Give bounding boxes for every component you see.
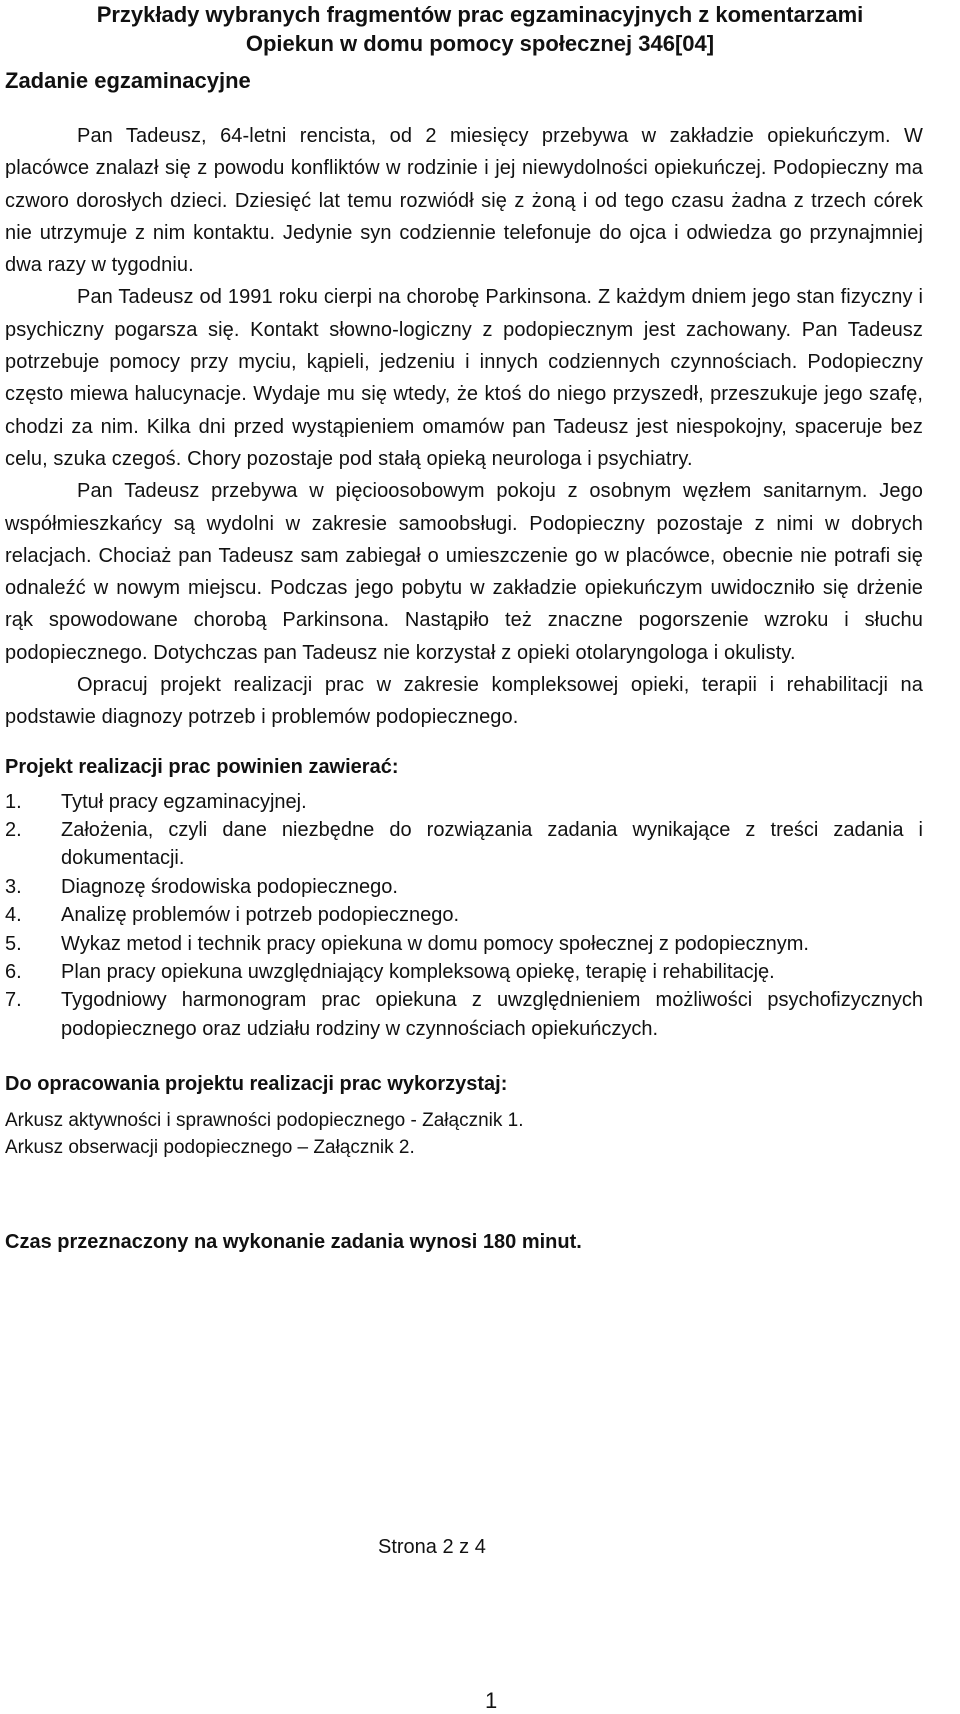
list-item (5, 873, 923, 901)
list-item-text: Założenia, czyli dane niezbędne do rozwiązania zadania wynikające z treści zadania i dokumentacji. (61, 819, 923, 870)
list-item-number: 2. (5, 819, 22, 842)
page-reference: Strona 2 z 4 (378, 1536, 486, 1558)
list-item-number: 3. (5, 875, 22, 898)
list-item (5, 986, 923, 1043)
list-item-number: 6. (5, 961, 22, 984)
list-item (5, 816, 923, 873)
project-requirements-title: Projekt realizacji prac powinien zawierać: (5, 755, 399, 778)
list-item-text: Plan pracy opiekuna uwzględniający kompleksową opiekę, terapię i rehabilitację. (61, 961, 775, 984)
time-limit-note: Czas przeznaczony na wykonanie zadania wynosi 180 minut. (5, 1231, 582, 1254)
list-item-number: 7. (5, 989, 22, 1012)
attachments-list (5, 1107, 923, 1161)
task-paragraph-2: Pan Tadeusz od 1991 roku cierpi na chorobę Parkinsona. Z każdym dniem jego stan fizyczny i psychiczny pogarsza się. Kontakt słowno-logiczny z podopiecznym jest zachowany. Pan Tadeusz potrzebuje pomocy przy myciu, kąpieli, jedzeniu i innych codziennych czynnościach. Podopieczny często miewa halucynacje. Wydaje mu się wtedy, że ktoś do niego przyszedł, przeszukuje jego szafę, chodzi za nim. Kilka dni przed wystąpieniem omamów pan Tadeusz jest niespokojny, spaceruje bez celu, szuka czegoś. Chory pozostaje pod stałą opieką neurologa i psychiatry. (5, 286, 923, 470)
attachment-1: Arkusz aktywności i sprawności podopiecznego - Załącznik 1. (5, 1110, 524, 1132)
list-item-number: 1. (5, 790, 22, 813)
list-item (5, 930, 923, 958)
document-header (0, 0, 960, 58)
materials-title: Do opracowania projektu realizacji prac wykorzystaj: (5, 1073, 508, 1096)
header-subtitle: Opiekun w domu pomocy społecznej 346[04] (245, 31, 715, 56)
page-number: 1 (485, 1688, 498, 1713)
task-paragraph-1: Pan Tadeusz, 64-letni rencista, od 2 miesięcy przebywa w zakładzie opiekuńczym. W placówce znalazł się z powodu konfliktów w rodzinie i jej niewydolności opiekuńczej. Podopieczny ma czworo dorosłych dzieci. Dziesięć lat temu rozwiódł się z żoną i od tego czasu żadna z trzech córek nie utrzymuje z nim kontaktu. Jedynie syn codziennie telefonuje do ojca i odwiedza go przynajmniej dwa razy w tygodniu. (5, 125, 923, 277)
list-item-text: Tygodniowy harmonogram prac opiekuna z uwzględnieniem możliwości psychofizycznych podopiecznego oraz udziału rodziny w czynnościach opiekuńczych. (61, 989, 923, 1040)
task-paragraph-3: Pan Tadeusz przebywa w pięcioosobowym pokoju z osobnym węzłem sanitarnym. Jego współmieszkańcy są wydolni w zakresie samoobsługi. Podopieczny pozostaje z nimi w dobrych relacjach. Chociaż pan Tadeusz sam zabiegał o umieszczenie go w placówce, obecnie nie potrafi się odnaleźć w nowym miejscu. Podczas jego pobytu w zakładzie opiekuńczym uwidoczniło się drżenie rąk spowodowane chorobą Parkinsona. Nastąpiło też znaczne pogorszenie wzroku i słuchu podopiecznego. Dotychczas pan Tadeusz nie korzystał z opieki otolaryngologa i okulisty. (5, 480, 923, 664)
project-requirements-list (5, 788, 923, 1044)
header-title: Przykłady wybranych fragmentów prac egzaminacyjnych z komentarzami (96, 2, 864, 27)
list-item (5, 901, 923, 929)
document-body (5, 64, 923, 1257)
list-item (5, 788, 923, 816)
list-item-number: 5. (5, 932, 22, 955)
list-item-text: Analizę problemów i potrzeb podopiecznego. (61, 904, 460, 927)
list-item-text: Diagnozę środowiska podopiecznego. (61, 875, 398, 898)
list-item-text: Wykaz metod i technik pracy opiekuna w domu pomocy społecznej z podopiecznym. (61, 932, 809, 955)
list-item-text: Tytuł pracy egzaminacyjnej. (61, 790, 307, 813)
attachment-2: Arkusz obserwacji podopiecznego – Załącznik 2. (5, 1137, 415, 1159)
list-item-number: 4. (5, 904, 22, 927)
task-paragraph-4: Opracuj projekt realizacji prac w zakresie kompleksowej opieki, terapii i rehabilitacji na podstawie diagnozy potrzeb i problemów podopiecznego. (5, 674, 923, 729)
task-title: Zadanie egzaminacyjne (5, 68, 251, 93)
list-item (5, 958, 923, 986)
